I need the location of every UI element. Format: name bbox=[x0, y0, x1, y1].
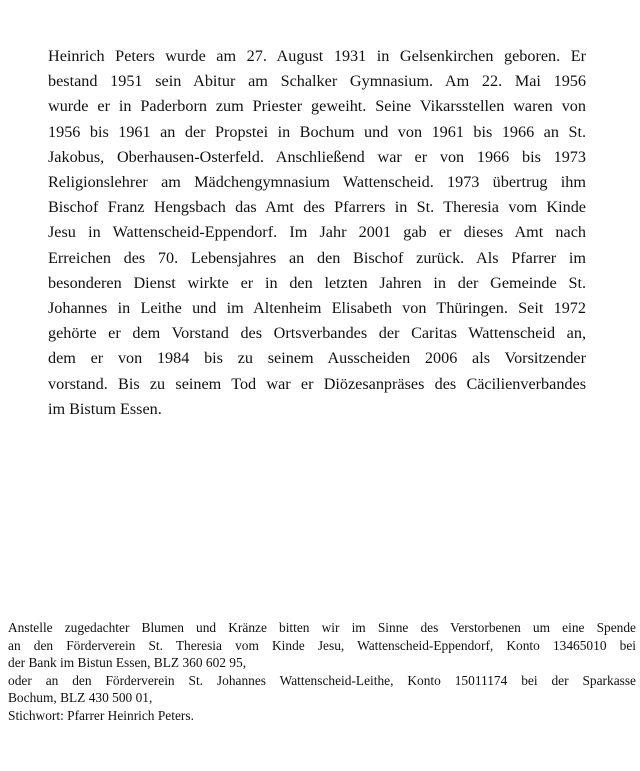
notice-line: oder an den Förderverein St. Johannes Wattenscheid-Leithe, Konto 15011174 bei der Sparkasse bbox=[8, 672, 636, 688]
biography-line: Jesu in Wattenscheid-Eppendorf. Im Jahr 2001 gab er dieses Amt nach bbox=[48, 223, 586, 242]
biography-paragraph bbox=[48, 44, 586, 422]
biography-line: Erreichen des 70. Lebensjahres an den Bischof zurück. Als Pfarrer im bbox=[48, 248, 586, 267]
biography-line: 1956 bis 1961 an der Propstei in Bochum und von 1961 bis 1966 an St. bbox=[48, 122, 586, 141]
notice-line: Anstelle zugedachter Blumen und Kränze bitten wir im Sinne des Verstorbenen um eine Spende bbox=[8, 620, 636, 635]
biography-line: wurde er in Paderborn zum Priester geweiht. Seine Vikarsstellen waren von bbox=[48, 97, 586, 116]
biography-line: im Bistum Essen. bbox=[48, 399, 162, 418]
notice-line: der Bank im Bistun Essen, BLZ 360 602 95, bbox=[8, 655, 247, 671]
notice-line: Stichwort: Pfarrer Heinrich Peters. bbox=[8, 707, 194, 723]
donation-notice bbox=[8, 619, 636, 725]
biography-line: vorstand. Bis zu seinem Tod war er Diözesanpräses des Cäcilienverbandes bbox=[48, 374, 586, 393]
biography-line: Johannes in Leithe und im Altenheim Elisabeth von Thüringen. Seit 1972 bbox=[48, 299, 586, 318]
biography-line: Religionslehrer am Mädchengymnasium Wattenscheid. 1973 übertrug ihm bbox=[48, 173, 586, 192]
biography-line: besonderen Dienst wirkte er in den letzten Jahren in der Gemeinde St. bbox=[48, 273, 586, 292]
notice-line: Bochum, BLZ 430 500 01, bbox=[8, 690, 153, 706]
biography-line: Bischof Franz Hengsbach das Amt des Pfarrers in St. Theresia vom Kinde bbox=[48, 198, 586, 217]
biography-line: dem er von 1984 bis zu seinem Ausscheiden 2006 als Vorsitzender bbox=[48, 349, 586, 368]
biography-line: Heinrich Peters wurde am 27. August 1931 in Gelsenkirchen geboren. Er bbox=[48, 47, 586, 65]
biography-line: gehörte er dem Vorstand des Ortsverbandes der Caritas Wattenscheid an, bbox=[48, 324, 586, 343]
biography-line: Jakobus, Oberhausen-Osterfeld. Anschließend war er von 1966 bis 1973 bbox=[48, 147, 586, 166]
biography-line: bestand 1951 sein Abitur am Schalker Gymnasium. Am 22. Mai 1956 bbox=[48, 72, 586, 91]
notice-line: an den Förderverein St. Theresia vom Kinde Jesu, Wattenscheid-Eppendorf, Konto 13465010 bei bbox=[8, 637, 636, 653]
